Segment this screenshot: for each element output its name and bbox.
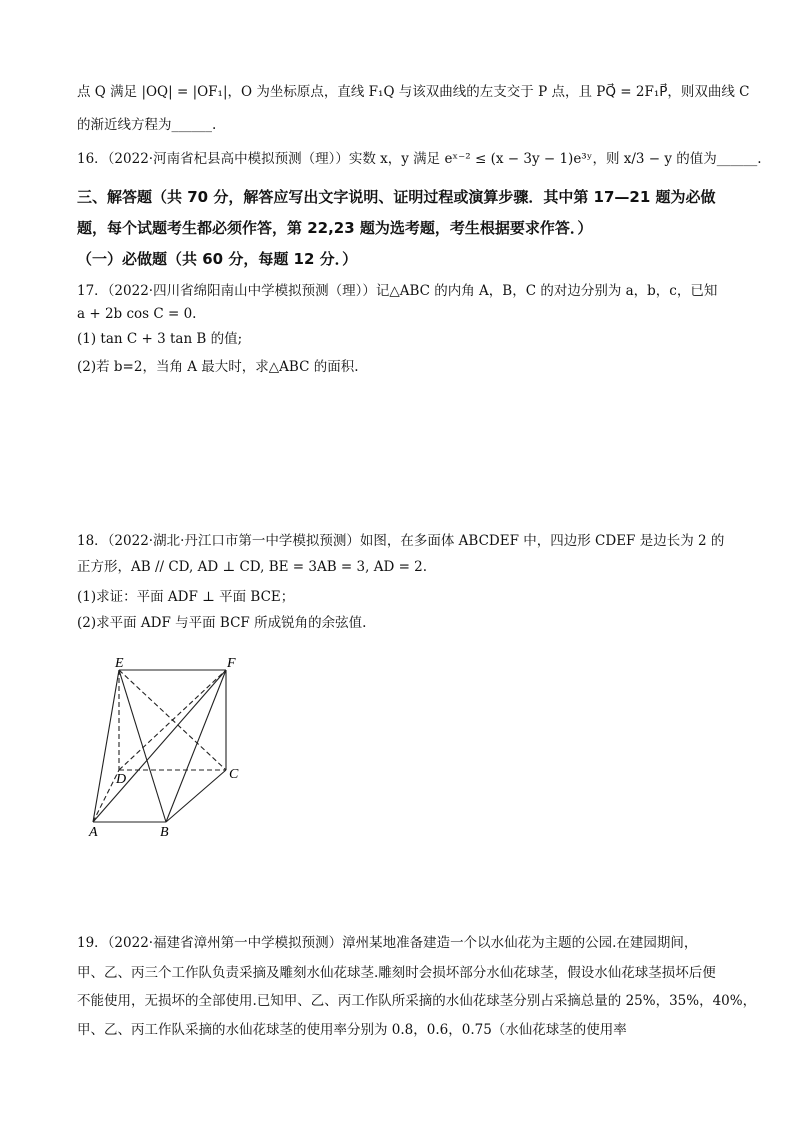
edge-FB [166,670,226,822]
q19-line1: 19．（2022·福建省漳州第一中学模拟预测）漳州某地准备建造一个以水仙花为主题的公园.在建园期间， [77,935,698,951]
label-C: C [229,767,239,782]
section3-subheading: （一）必做题（共 60 分，每题 12 分．） [77,250,358,268]
label-F: F [227,656,236,671]
q17-line1: 17．（2022·四川省绵阳南山中学模拟预测（理））记△ABC 的内角 A，B，C 的对边分别为 a，b，c，已知 [77,283,718,299]
q19-line4: 甲、乙、丙工作队采摘的水仙花球茎的使用率分别为 0.8，0.6，0.75（水仙花球茎的使用率 [77,1022,627,1038]
edge-EA [93,670,119,822]
q18-line2: 正方形，AB // CD, AD ⊥ CD, BE = 3AB = 3, AD = 2. [77,559,428,575]
q15-continuation-line2: 的渐近线方程为______. [77,117,217,133]
label-E: E [115,656,124,671]
edge-BC [166,770,226,822]
section3-heading-line2: 题，每个试题考生都必须作答，第 22,23 题为选考题，考生根据要求作答．） [77,219,593,237]
q18-part2: (2)求平面 ADF 与平面 BCF 所成锐角的余弦值. [77,615,367,631]
q17-line2: a + 2b cos C = 0. [77,306,197,322]
section3-heading-line1: 三、解答题（共 70 分，解答应写出文字说明、证明过程或演算步骤．其中第 17—21 题为必做 [77,188,716,206]
q19-line2: 甲、乙、丙三个工作队负责采摘及雕刻水仙花球茎.雕刻时会损坏部分水仙花球茎，假设水仙花球茎损坏后便 [77,965,716,981]
label-D: D [116,772,127,787]
q19-line3: 不能使用，无损坏的全部使用.已知甲、乙、丙工作队所采摘的水仙花球茎分别占采摘总量的 25%，35%，40%， [77,993,757,1009]
polyhedron-figure [80,650,250,840]
q16-text: 16．（2022·河南省杞县高中模拟预测（理））实数 x，y 满足 eˣ⁻² ≤ (x − 3y − 1)e³ʸ，则 x/3 − y 的值为______. [77,151,762,167]
q18-part1: (1)求证：平面 ADF ⊥ 平面 BCE； [77,589,295,605]
label-B: B [160,825,169,840]
label-A: A [89,825,98,840]
q18-line1: 18．（2022·湖北·丹江口市第一中学模拟预测）如图，在多面体 ABCDEF 中，四边形 CDEF 是边长为 2 的 [77,533,725,549]
q17-part1: (1) tan C + 3 tan B 的值; [77,331,243,347]
q15-continuation-line1: 点 Q 满足 |OQ| = |OF₁|，O 为坐标原点，直线 F₁Q 与该双曲线的左支交于 P 点，且 PQ⃗ = 2F₁P⃗，则双曲线 C [77,84,750,100]
q17-part2: (2)若 b=2，当角 A 最大时，求△ABC 的面积. [77,359,359,375]
